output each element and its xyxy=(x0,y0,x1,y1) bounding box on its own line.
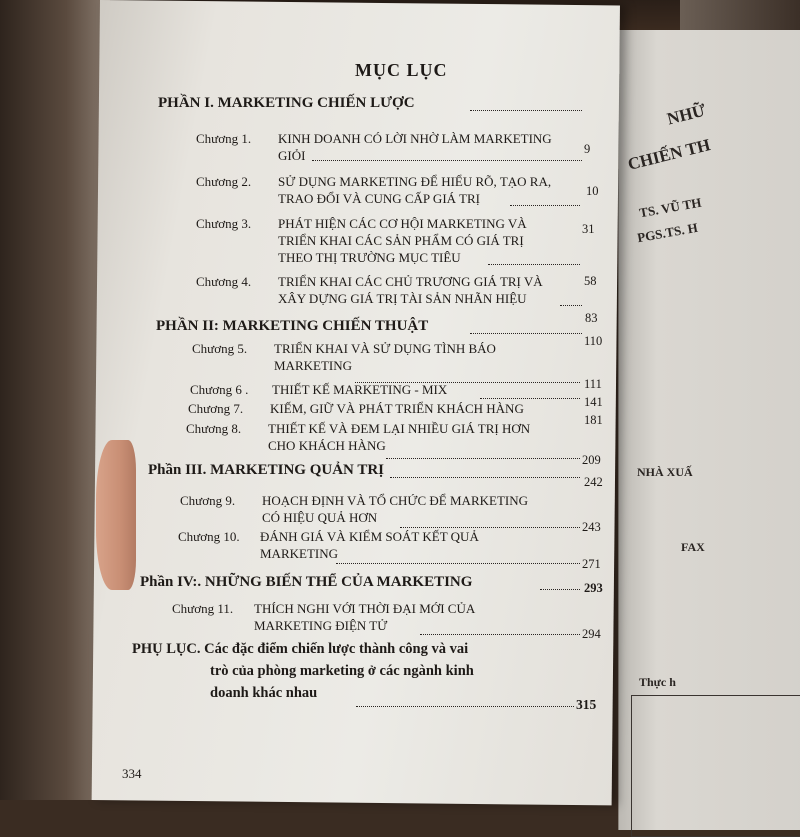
dot-leader xyxy=(560,305,582,306)
part-2-label: PHẦN II: MARKETING CHIẾN THUẬT xyxy=(156,318,429,334)
chapter-11-page: 294 xyxy=(582,627,601,641)
chapter-8-line-2: CHO KHÁCH HÀNG xyxy=(268,438,386,453)
dot-leader xyxy=(312,160,582,161)
dot-leader xyxy=(470,110,582,111)
facing-line-1: NHỮ xyxy=(665,100,708,129)
chapter-8-label: Chương 8. xyxy=(186,421,242,436)
dot-leader xyxy=(488,264,580,265)
dot-leader xyxy=(390,477,580,478)
chapter-6-label: Chương 6 . xyxy=(190,382,249,397)
chapter-3-line-3: THEO THỊ TRƯỜNG MỤC TIÊU xyxy=(278,250,461,265)
dot-leader xyxy=(480,398,580,399)
chapter-7-line-1: KIẾM, GIỮ VÀ PHÁT TRIỂN KHÁCH HÀNG xyxy=(270,401,524,416)
chapter-2-page: 31 xyxy=(582,222,595,236)
facing-line-7: Thực h xyxy=(639,675,676,689)
thumb xyxy=(96,440,136,590)
chapter-1-line-2: GIỎI xyxy=(278,148,306,163)
dot-leader xyxy=(540,589,580,590)
chapter-11 xyxy=(172,600,475,634)
chapter-11-label: Chương 11. xyxy=(172,601,234,616)
facing-line-6: FAX xyxy=(681,540,705,554)
chapter-9-line-2: CÓ HIỆU QUẢ HƠN xyxy=(262,510,378,525)
facing-line-2: CHIẾN TH xyxy=(625,135,713,174)
chapter-3-line-1: PHÁT HIỆN CÁC CƠ HỘI MARKETING VÀ xyxy=(278,216,527,231)
chapter-1-label: Chương 1. xyxy=(196,131,252,146)
part-3-page: 242 xyxy=(584,475,603,489)
chapter-10 xyxy=(178,528,479,562)
chapter-3-page: 58 xyxy=(584,274,597,288)
chapter-10-line-2: MARKETING xyxy=(260,546,338,561)
chapter-5 xyxy=(192,340,496,374)
dot-leader xyxy=(356,706,574,707)
part-4-page: 293 xyxy=(584,581,603,595)
chapter-4 xyxy=(196,273,543,307)
chapter-2-label: Chương 2. xyxy=(196,174,252,189)
chapter-7-label: Chương 7. xyxy=(188,401,244,416)
chapter-11-line-2: MARKETING ĐIỆN TỬ xyxy=(254,618,388,633)
dot-leader xyxy=(510,205,580,206)
part-2-page: 110 xyxy=(584,334,603,348)
chapter-2-line-2: TRAO ĐỔI VÀ CUNG CẤP GIÁ TRỊ xyxy=(278,191,480,206)
facing-line-4: PGS.TS. H xyxy=(636,219,699,246)
chapter-5-line-2: MARKETING xyxy=(274,358,352,373)
appendix-line-1: PHỤ LỤC. Các đặc điểm chiến lược thành công và vai xyxy=(132,641,469,657)
chapter-9-line-1: HOẠCH ĐỊNH VÀ TỔ CHỨC ĐỂ MARKETING xyxy=(262,493,528,508)
facing-box xyxy=(631,695,800,837)
page-number: 334 xyxy=(122,766,142,781)
chapter-4-line-1: TRIỂN KHAI CÁC CHỦ TRƯƠNG GIÁ TRỊ VÀ xyxy=(278,274,543,289)
chapter-1-page: 10 xyxy=(586,184,599,198)
chapter-10-page: 271 xyxy=(582,557,601,571)
part-1-label: PHẦN I. MARKETING CHIẾN LƯỢC xyxy=(158,95,415,111)
chapter-5-line-1: TRIỂN KHAI VÀ SỬ DỤNG TÌNH BÁO xyxy=(274,341,496,356)
facing-page xyxy=(618,30,800,830)
chapter-8-page: 209 xyxy=(582,453,601,467)
appendix-line-3: doanh khác nhau xyxy=(210,685,318,701)
chapter-6 xyxy=(190,381,447,398)
chapter-1 xyxy=(196,130,552,164)
appendix xyxy=(132,638,592,704)
chapter-7-page: 181 xyxy=(584,413,603,427)
chapter-4-line-2: XÂY DỰNG GIÁ TRỊ TÀI SẢN NHÃN HIỆU xyxy=(278,291,527,306)
dot-leader xyxy=(336,563,580,564)
facing-line-5: NHÀ XUẤ xyxy=(637,465,693,479)
chapter-10-label: Chương 10. xyxy=(178,529,240,544)
chapter-8 xyxy=(186,420,530,454)
facing-line-3: TS. VŨ TH xyxy=(638,194,703,221)
chapter-5-label: Chương 5. xyxy=(192,341,248,356)
chapter-6-line-1: THIẾT KẾ MARKETING - MIX xyxy=(272,382,448,397)
chapter-3 xyxy=(196,215,527,266)
part-3-label: Phần III. MARKETING QUẢN TRỊ xyxy=(148,462,385,478)
page-title: MỤC LỤC xyxy=(355,60,448,80)
chapter-9 xyxy=(180,492,528,526)
dot-leader xyxy=(386,458,580,459)
appendix-line-2: trò của phòng marketing ở các ngành kinh xyxy=(210,663,474,679)
chapter-8-line-1: THIẾT KẾ VÀ ĐEM LẠI NHIỀU GIÁ TRỊ HƠN xyxy=(268,421,531,436)
dot-leader xyxy=(420,634,580,635)
chapter-11-line-1: THÍCH NGHI VỚI THỜI ĐẠI MỚI CỦA xyxy=(254,601,476,616)
chapter-2-line-1: SỬ DỤNG MARKETING ĐỂ HIỂU RÕ, TẠO RA, xyxy=(278,174,552,189)
chapter-7 xyxy=(188,400,524,417)
chapter-10-line-1: ĐÁNH GIÁ VÀ KIỂM SOÁT KẾT QUẢ xyxy=(260,529,479,544)
chapter-4-label: Chương 4. xyxy=(196,274,252,289)
part-1-page: 9 xyxy=(584,142,591,156)
chapter-9-label: Chương 9. xyxy=(180,493,236,508)
dot-leader xyxy=(470,333,582,334)
chapter-3-line-2: TRIỂN KHAI CÁC SẢN PHẨM CÓ GIÁ TRỊ xyxy=(278,233,524,248)
chapter-1-line-1: KINH DOANH CÓ LỜI NHỜ LÀM MARKETING xyxy=(278,131,552,146)
chapter-5-page: 111 xyxy=(584,377,602,391)
part-4-label: Phần IV:. NHỮNG BIẾN THỂ CỦA MARKETING xyxy=(140,574,473,590)
chapter-3-label: Chương 3. xyxy=(196,216,252,231)
chapter-2 xyxy=(196,173,551,207)
chapter-6-page: 141 xyxy=(584,395,603,409)
appendix-page: 315 xyxy=(576,697,597,712)
chapter-9-page: 243 xyxy=(582,520,601,534)
chapter-4-page: 83 xyxy=(585,311,598,325)
